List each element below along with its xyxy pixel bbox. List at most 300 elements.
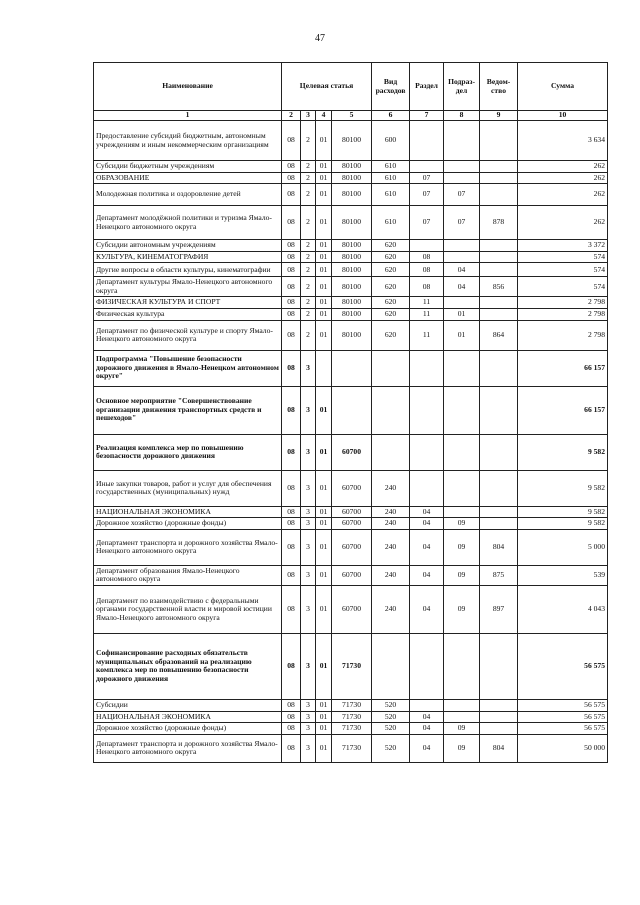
row-sum: 262 — [518, 161, 608, 173]
row-subprogram-code: 2 — [301, 263, 316, 277]
row-expense-type: 520 — [372, 711, 410, 723]
table-row — [94, 529, 608, 565]
table-row — [94, 206, 608, 240]
row-name: НАЦИОНАЛЬНАЯ ЭКОНОМИКА — [94, 506, 282, 518]
row-expense-type: 240 — [372, 518, 410, 530]
row-section — [410, 386, 444, 434]
row-subprogram-code: 2 — [301, 320, 316, 350]
row-sum: 2 798 — [518, 320, 608, 350]
row-expense-type: 240 — [372, 529, 410, 565]
row-name: Физическая культура — [94, 309, 282, 321]
row-direction-code: 80100 — [332, 184, 372, 206]
row-section: 04 — [410, 723, 444, 735]
row-program-code: 08 — [282, 633, 301, 699]
row-section — [410, 240, 444, 252]
row-subsection: 07 — [444, 184, 480, 206]
row-program-code: 08 — [282, 518, 301, 530]
row-department: 804 — [480, 529, 518, 565]
table-row — [94, 470, 608, 506]
table-row — [94, 506, 608, 518]
table-row — [94, 184, 608, 206]
column-number: 5 — [332, 111, 372, 121]
header-target-article: Целевая статья — [282, 63, 372, 111]
row-sum: 9 582 — [518, 506, 608, 518]
row-name: Основное мероприятие "Совершенствование организации движения транспортных средств и пешеходов" — [94, 386, 282, 434]
row-subsection — [444, 434, 480, 470]
table-row — [94, 350, 608, 386]
row-sum: 56 575 — [518, 633, 608, 699]
row-section: 04 — [410, 565, 444, 585]
row-sum: 5 000 — [518, 529, 608, 565]
row-expense-type: 520 — [372, 699, 410, 711]
row-expense-type — [372, 386, 410, 434]
table-row — [94, 585, 608, 633]
row-expense-type: 620 — [372, 309, 410, 321]
row-expense-type: 240 — [372, 506, 410, 518]
row-event-code — [316, 350, 332, 386]
row-department: 804 — [480, 734, 518, 762]
row-subprogram-code: 2 — [301, 161, 316, 173]
row-program-code: 08 — [282, 121, 301, 161]
row-department — [480, 518, 518, 530]
row-subprogram-code: 3 — [301, 506, 316, 518]
row-department — [480, 350, 518, 386]
row-section: 04 — [410, 711, 444, 723]
row-direction-code — [332, 386, 372, 434]
row-subsection — [444, 711, 480, 723]
row-direction-code — [332, 350, 372, 386]
table-row — [94, 699, 608, 711]
row-name: Департамент по взаимодействию с федеральными органами государственной власти и мировой юстиции Ямало-Ненецкого автономного округа — [94, 585, 282, 633]
row-program-code: 08 — [282, 263, 301, 277]
row-department: 864 — [480, 320, 518, 350]
row-program-code: 08 — [282, 585, 301, 633]
row-event-code: 01 — [316, 711, 332, 723]
row-subprogram-code: 3 — [301, 434, 316, 470]
column-number: 6 — [372, 111, 410, 121]
row-subsection: 01 — [444, 320, 480, 350]
row-section — [410, 350, 444, 386]
row-expense-type: 240 — [372, 585, 410, 633]
row-sum: 262 — [518, 172, 608, 184]
row-department — [480, 263, 518, 277]
row-subprogram-code: 2 — [301, 121, 316, 161]
row-subprogram-code: 3 — [301, 470, 316, 506]
column-number: 7 — [410, 111, 444, 121]
row-department — [480, 711, 518, 723]
row-expense-type: 620 — [372, 240, 410, 252]
row-event-code: 01 — [316, 121, 332, 161]
row-program-code: 08 — [282, 251, 301, 263]
row-sum: 3 634 — [518, 121, 608, 161]
row-direction-code: 80100 — [332, 251, 372, 263]
row-name: Субсидии — [94, 699, 282, 711]
row-event-code: 01 — [316, 172, 332, 184]
row-event-code: 01 — [316, 470, 332, 506]
row-section: 08 — [410, 277, 444, 297]
header-name: Наименование — [94, 63, 282, 111]
row-program-code: 08 — [282, 350, 301, 386]
row-program-code: 08 — [282, 723, 301, 735]
header-section: Раздел — [410, 63, 444, 111]
row-direction-code: 80100 — [332, 297, 372, 309]
row-program-code: 08 — [282, 297, 301, 309]
row-event-code: 01 — [316, 206, 332, 240]
row-subsection — [444, 699, 480, 711]
row-sum: 9 582 — [518, 434, 608, 470]
row-subprogram-code: 2 — [301, 309, 316, 321]
column-number: 1 — [94, 111, 282, 121]
row-name: Софинансирование расходных обязательств муниципальных образований на реализацию комплекса мер по повышению безопасности дорожного движения — [94, 633, 282, 699]
row-event-code: 01 — [316, 386, 332, 434]
row-subprogram-code: 2 — [301, 184, 316, 206]
row-event-code: 01 — [316, 309, 332, 321]
row-subsection — [444, 172, 480, 184]
row-name: ОБРАЗОВАНИЕ — [94, 172, 282, 184]
row-section — [410, 470, 444, 506]
row-department — [480, 297, 518, 309]
row-department — [480, 172, 518, 184]
row-section: 04 — [410, 529, 444, 565]
row-sum: 56 575 — [518, 723, 608, 735]
row-direction-code: 60700 — [332, 518, 372, 530]
row-subprogram-code: 2 — [301, 277, 316, 297]
row-subsection — [444, 297, 480, 309]
row-subprogram-code: 3 — [301, 723, 316, 735]
table-row — [94, 263, 608, 277]
row-name: Департамент транспорта и дорожного хозяйства Ямало-Ненецкого автономного округа — [94, 734, 282, 762]
row-department — [480, 251, 518, 263]
row-department — [480, 506, 518, 518]
row-subprogram-code: 3 — [301, 633, 316, 699]
table-row — [94, 240, 608, 252]
row-program-code: 08 — [282, 470, 301, 506]
row-event-code: 01 — [316, 633, 332, 699]
row-subsection: 09 — [444, 529, 480, 565]
row-subprogram-code: 2 — [301, 240, 316, 252]
row-expense-type: 600 — [372, 121, 410, 161]
table-row — [94, 172, 608, 184]
row-program-code: 08 — [282, 172, 301, 184]
row-subsection — [444, 633, 480, 699]
row-direction-code: 71730 — [332, 711, 372, 723]
row-subsection — [444, 121, 480, 161]
table-row — [94, 161, 608, 173]
row-event-code: 01 — [316, 297, 332, 309]
row-section: 08 — [410, 263, 444, 277]
table-row — [94, 723, 608, 735]
row-subsection — [444, 350, 480, 386]
header-subsection: Подраз-дел — [444, 63, 480, 111]
row-direction-code: 60700 — [332, 434, 372, 470]
row-direction-code: 71730 — [332, 699, 372, 711]
header-department: Ведом-ство — [480, 63, 518, 111]
row-sum: 574 — [518, 263, 608, 277]
row-expense-type: 620 — [372, 263, 410, 277]
row-subsection — [444, 251, 480, 263]
row-subprogram-code: 3 — [301, 699, 316, 711]
row-section: 11 — [410, 297, 444, 309]
row-department: 897 — [480, 585, 518, 633]
row-subprogram-code: 2 — [301, 206, 316, 240]
row-direction-code: 60700 — [332, 585, 372, 633]
row-subsection — [444, 240, 480, 252]
row-direction-code: 80100 — [332, 240, 372, 252]
row-direction-code: 60700 — [332, 506, 372, 518]
column-number: 4 — [316, 111, 332, 121]
row-subsection: 04 — [444, 263, 480, 277]
page-number: 47 — [315, 33, 325, 44]
row-sum: 2 798 — [518, 309, 608, 321]
row-expense-type: 620 — [372, 251, 410, 263]
row-department: 878 — [480, 206, 518, 240]
row-program-code: 08 — [282, 184, 301, 206]
table-row — [94, 434, 608, 470]
row-subprogram-code: 3 — [301, 386, 316, 434]
row-event-code: 01 — [316, 565, 332, 585]
row-expense-type: 520 — [372, 723, 410, 735]
row-event-code: 01 — [316, 320, 332, 350]
row-section: 07 — [410, 184, 444, 206]
table-row — [94, 734, 608, 762]
column-number: 10 — [518, 111, 608, 121]
row-section — [410, 121, 444, 161]
row-subsection: 09 — [444, 585, 480, 633]
row-sum: 574 — [518, 251, 608, 263]
row-department — [480, 240, 518, 252]
row-expense-type: 620 — [372, 297, 410, 309]
row-sum: 9 582 — [518, 518, 608, 530]
row-expense-type: 620 — [372, 320, 410, 350]
row-program-code: 08 — [282, 734, 301, 762]
row-direction-code: 80100 — [332, 206, 372, 240]
row-event-code: 01 — [316, 585, 332, 633]
column-number: 3 — [301, 111, 316, 121]
row-expense-type — [372, 633, 410, 699]
row-name: Департамент транспорта и дорожного хозяйства Ямало-Ненецкого автономного округа — [94, 529, 282, 565]
row-section: 04 — [410, 518, 444, 530]
row-program-code: 08 — [282, 434, 301, 470]
table-row — [94, 565, 608, 585]
row-event-code: 01 — [316, 529, 332, 565]
row-department — [480, 470, 518, 506]
row-event-code: 01 — [316, 184, 332, 206]
row-name: Подпрограмма "Повышение безопасности дорожного движения в Ямало-Ненецком автономном округе" — [94, 350, 282, 386]
column-numbers-row — [94, 111, 608, 121]
row-event-code: 01 — [316, 723, 332, 735]
row-section: 04 — [410, 506, 444, 518]
row-expense-type — [372, 434, 410, 470]
row-department — [480, 723, 518, 735]
row-name: Дорожное хозяйство (дорожные фонды) — [94, 723, 282, 735]
row-sum: 539 — [518, 565, 608, 585]
row-program-code: 08 — [282, 161, 301, 173]
row-sum: 574 — [518, 277, 608, 297]
row-name: Иные закупки товаров, работ и услуг для обеспечения государственных (муниципальных) нужд — [94, 470, 282, 506]
row-department — [480, 121, 518, 161]
row-section: 11 — [410, 320, 444, 350]
row-section: 08 — [410, 251, 444, 263]
row-subsection: 09 — [444, 734, 480, 762]
row-event-code: 01 — [316, 263, 332, 277]
table-row — [94, 277, 608, 297]
table-row — [94, 386, 608, 434]
row-program-code: 08 — [282, 711, 301, 723]
row-section: 07 — [410, 206, 444, 240]
row-sum: 262 — [518, 206, 608, 240]
row-department — [480, 386, 518, 434]
row-subsection: 09 — [444, 723, 480, 735]
row-event-code: 01 — [316, 161, 332, 173]
row-expense-type: 610 — [372, 161, 410, 173]
row-name: Субсидии бюджетным учреждениям — [94, 161, 282, 173]
row-sum: 3 372 — [518, 240, 608, 252]
header-row — [94, 63, 608, 111]
row-event-code: 01 — [316, 734, 332, 762]
row-expense-type: 520 — [372, 734, 410, 762]
row-direction-code: 80100 — [332, 161, 372, 173]
table-row — [94, 633, 608, 699]
row-event-code: 01 — [316, 277, 332, 297]
row-name: Департамент молодёжной политики и туризма Ямало-Ненецкого автономного округа — [94, 206, 282, 240]
row-expense-type: 620 — [372, 277, 410, 297]
row-direction-code: 80100 — [332, 121, 372, 161]
row-expense-type — [372, 350, 410, 386]
row-sum: 66 157 — [518, 386, 608, 434]
row-department — [480, 184, 518, 206]
row-expense-type: 240 — [372, 470, 410, 506]
row-event-code: 01 — [316, 240, 332, 252]
row-department — [480, 309, 518, 321]
row-subprogram-code: 3 — [301, 734, 316, 762]
row-name: НАЦИОНАЛЬНАЯ ЭКОНОМИКА — [94, 711, 282, 723]
row-department: 875 — [480, 565, 518, 585]
row-subprogram-code: 3 — [301, 585, 316, 633]
row-program-code: 08 — [282, 277, 301, 297]
row-direction-code: 80100 — [332, 309, 372, 321]
table-row — [94, 297, 608, 309]
row-sum: 66 157 — [518, 350, 608, 386]
row-direction-code: 80100 — [332, 172, 372, 184]
row-event-code: 01 — [316, 699, 332, 711]
row-subsection: 01 — [444, 309, 480, 321]
row-sum: 56 575 — [518, 711, 608, 723]
row-event-code: 01 — [316, 518, 332, 530]
row-event-code: 01 — [316, 434, 332, 470]
table-row — [94, 320, 608, 350]
table-row — [94, 711, 608, 723]
header-sum: Сумма — [518, 63, 608, 111]
row-program-code: 08 — [282, 386, 301, 434]
row-sum: 56 575 — [518, 699, 608, 711]
row-direction-code: 60700 — [332, 565, 372, 585]
row-subsection: 04 — [444, 277, 480, 297]
row-section: 07 — [410, 172, 444, 184]
row-event-code: 01 — [316, 251, 332, 263]
row-subsection — [444, 161, 480, 173]
table-row — [94, 121, 608, 161]
row-name: Дорожное хозяйство (дорожные фонды) — [94, 518, 282, 530]
row-subsection — [444, 506, 480, 518]
row-name: Другие вопросы в области культуры, кинематографии — [94, 263, 282, 277]
row-section: 11 — [410, 309, 444, 321]
row-section — [410, 434, 444, 470]
row-program-code: 08 — [282, 565, 301, 585]
column-number: 2 — [282, 111, 301, 121]
budget-table — [93, 62, 608, 763]
row-name: Молодежная политика и оздоровление детей — [94, 184, 282, 206]
row-name: КУЛЬТУРА, КИНЕМАТОГРАФИЯ — [94, 251, 282, 263]
row-name: ФИЗИЧЕСКАЯ КУЛЬТУРА И СПОРТ — [94, 297, 282, 309]
row-sum: 262 — [518, 184, 608, 206]
row-name: Предоставление субсидий бюджетным, автономным учреждениям и иным некоммерческим организациям — [94, 121, 282, 161]
row-program-code: 08 — [282, 506, 301, 518]
table-row — [94, 251, 608, 263]
column-number: 9 — [480, 111, 518, 121]
row-direction-code: 71730 — [332, 633, 372, 699]
row-sum: 9 582 — [518, 470, 608, 506]
table-row — [94, 518, 608, 530]
row-sum: 2 798 — [518, 297, 608, 309]
row-subsection — [444, 386, 480, 434]
row-subprogram-code: 3 — [301, 518, 316, 530]
row-direction-code: 80100 — [332, 263, 372, 277]
row-subsection — [444, 470, 480, 506]
row-section — [410, 161, 444, 173]
table-row — [94, 309, 608, 321]
row-direction-code: 80100 — [332, 320, 372, 350]
row-program-code: 08 — [282, 699, 301, 711]
row-direction-code: 60700 — [332, 529, 372, 565]
row-name: Департамент по физической культуре и спорту Ямало-Ненецкого автономного округа — [94, 320, 282, 350]
header-expense-type: Вид расходов — [372, 63, 410, 111]
row-name: Субсидии автономным учреждениям — [94, 240, 282, 252]
row-expense-type: 610 — [372, 184, 410, 206]
row-expense-type: 610 — [372, 206, 410, 240]
row-direction-code: 80100 — [332, 277, 372, 297]
row-section: 04 — [410, 734, 444, 762]
row-department — [480, 699, 518, 711]
row-subsection: 09 — [444, 518, 480, 530]
row-subprogram-code: 3 — [301, 350, 316, 386]
row-department — [480, 633, 518, 699]
row-subprogram-code: 3 — [301, 565, 316, 585]
row-direction-code: 60700 — [332, 470, 372, 506]
row-program-code: 08 — [282, 309, 301, 321]
row-subprogram-code: 3 — [301, 529, 316, 565]
row-subprogram-code: 2 — [301, 251, 316, 263]
row-name: Реализация комплекса мер по повышению безопасности дорожного движения — [94, 434, 282, 470]
row-subsection: 09 — [444, 565, 480, 585]
row-direction-code: 71730 — [332, 734, 372, 762]
row-subsection: 07 — [444, 206, 480, 240]
row-event-code: 01 — [316, 506, 332, 518]
row-department: 856 — [480, 277, 518, 297]
row-department — [480, 434, 518, 470]
row-sum: 4 043 — [518, 585, 608, 633]
row-subprogram-code: 2 — [301, 297, 316, 309]
row-department — [480, 161, 518, 173]
row-expense-type: 240 — [372, 565, 410, 585]
row-program-code: 08 — [282, 529, 301, 565]
row-name: Департамент культуры Ямало-Ненецкого автономного округа — [94, 277, 282, 297]
row-subprogram-code: 2 — [301, 172, 316, 184]
row-expense-type: 610 — [372, 172, 410, 184]
row-program-code: 08 — [282, 206, 301, 240]
row-subprogram-code: 3 — [301, 711, 316, 723]
row-section: 04 — [410, 585, 444, 633]
row-program-code: 08 — [282, 240, 301, 252]
